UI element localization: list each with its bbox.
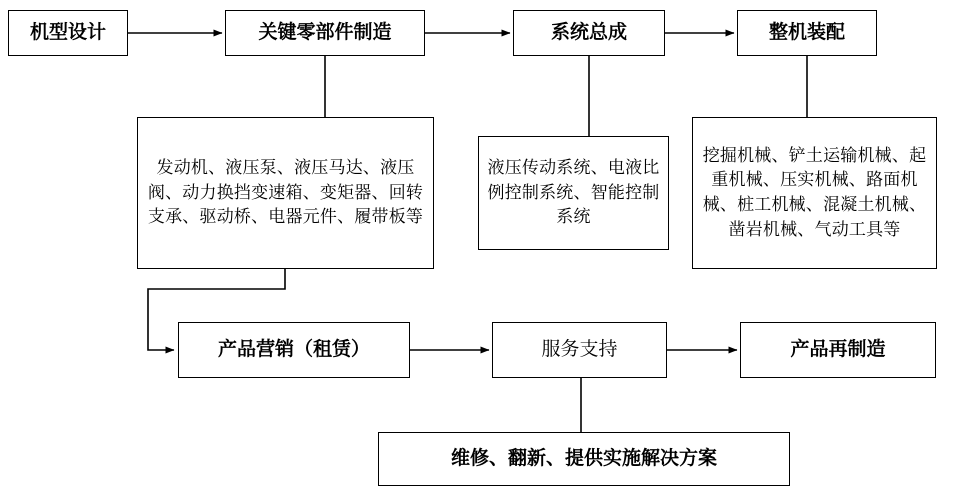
node-machine-assembly[interactable]: 整机装配 [737, 10, 877, 56]
node-key-parts-manufacturing[interactable]: 关键零部件制造 [225, 10, 425, 56]
node-model-design[interactable]: 机型设计 [8, 10, 128, 56]
node-system-assembly[interactable]: 系统总成 [513, 10, 665, 56]
node-key-parts-details: 发动机、液压泵、液压马达、液压阀、动力换挡变速箱、变矩器、回转支承、驱动桥、电器元件、履带板等 [137, 117, 434, 269]
node-machine-details: 挖掘机械、铲土运输机械、起重机械、压实机械、路面机械、桩工机械、混凝土机械、凿岩机械、气动工具等 [692, 117, 937, 269]
node-product-remanufacturing[interactable]: 产品再制造 [740, 322, 936, 378]
node-product-marketing[interactable]: 产品营销（租赁） [178, 322, 410, 378]
node-service-support[interactable]: 服务支持 [492, 322, 667, 378]
node-system-details: 液压传动系统、电液比例控制系统、智能控制系统 [478, 136, 669, 250]
node-solutions[interactable]: 维修、翻新、提供实施解决方案 [378, 432, 790, 486]
